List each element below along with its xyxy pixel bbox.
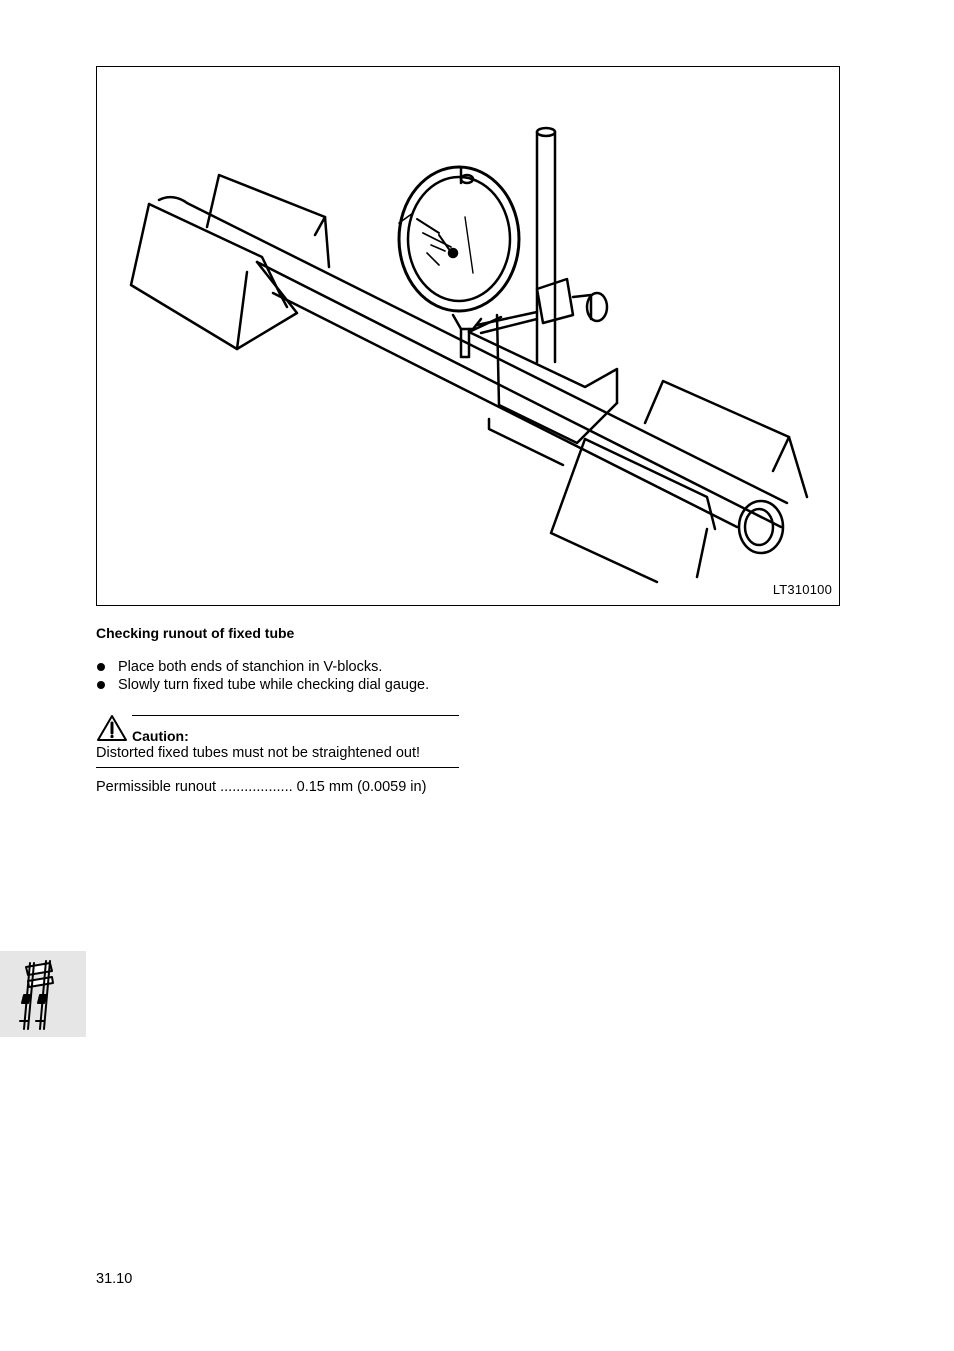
bullet-icon <box>97 681 105 689</box>
list-item <box>96 658 429 676</box>
page-number: 31.10 <box>96 1271 133 1287</box>
list-item-text: Place both ends of stanchion in V-blocks. <box>118 659 383 675</box>
illustration-figure <box>96 66 840 606</box>
figure-code: LT310100 <box>772 582 832 597</box>
bullet-icon <box>97 663 105 671</box>
front-fork-icon <box>0 951 86 1037</box>
caution-divider-top <box>132 715 459 716</box>
runout-specification: Permissible runout .................. 0.15 mm (0.0059 in) <box>96 779 427 795</box>
instruction-list <box>96 658 429 694</box>
list-item-text: Slowly turn fixed tube while checking dial gauge. <box>118 677 430 693</box>
warning-triangle-icon <box>96 714 128 742</box>
fork-tube-dial-gauge-illustration <box>97 67 839 605</box>
chapter-tab <box>0 951 86 1037</box>
section-title: Checking runout of fixed tube <box>96 625 295 641</box>
caution-divider-bottom <box>96 767 459 768</box>
caution-text: Distorted fixed tubes must not be straightened out! <box>96 745 421 761</box>
caution-title: Caution: <box>132 728 189 744</box>
list-item <box>96 676 429 694</box>
